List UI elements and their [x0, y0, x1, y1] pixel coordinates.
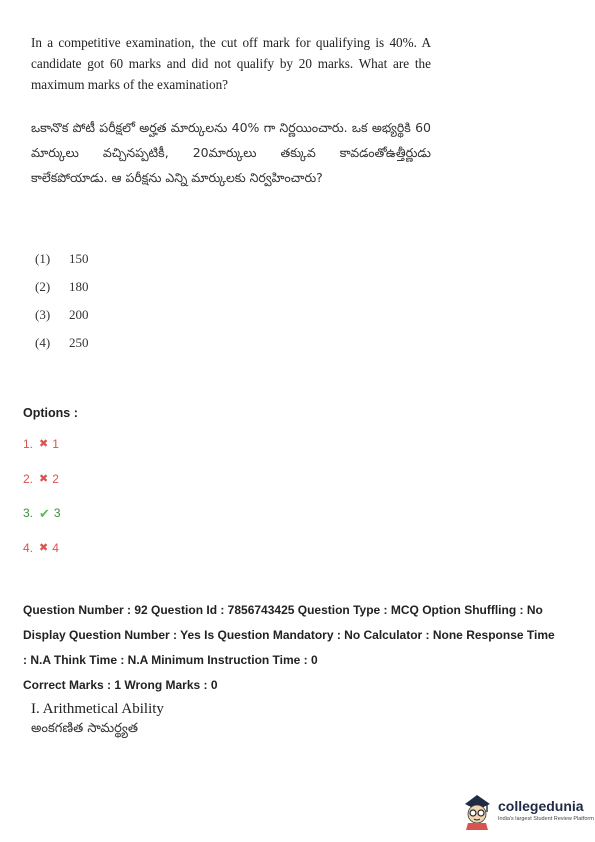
options-list — [23, 437, 61, 575]
choice-item — [35, 329, 89, 357]
option-item-correct — [23, 506, 61, 541]
section-title-telugu: అంకగణిత సామర్థ్యత — [31, 721, 139, 736]
logo-brand-text: collegedunia — [498, 798, 584, 814]
choice-item — [35, 273, 89, 301]
cross-icon: ✖ — [39, 541, 49, 554]
option-label: 1. — [23, 437, 34, 451]
options-heading: Options : — [23, 406, 78, 420]
choice-value: 200 — [69, 307, 89, 322]
choice-number: (1) — [35, 251, 51, 266]
question-metadata — [23, 598, 583, 698]
mascot-icon — [460, 790, 494, 830]
option-label: 2. — [23, 471, 34, 486]
section-title-english: I. Arithmetical Ability — [31, 701, 164, 717]
question-text-telugu: ఒకానొక పోటీ పరీక్షలో అర్హత మార్కులను 40% గా నిర్ణయించారు. ఒక అభ్యర్థికి 60 మార్కులు వచ్చినప్పటికీ, 20మార్కులు తక్కువ కావడంతోఉత్తీర్ణుడు కాలేకపోయాడు. ఆ పరీక్షను ఎన్ని మార్కులకు నిర్వహించారు? — [31, 120, 431, 185]
option-item — [23, 472, 61, 507]
metadata-line: Question Number : 92 Question Id : 7856743425 Question Type : MCQ Option Shuffling : No — [23, 603, 543, 617]
cross-icon: ✖ — [39, 472, 49, 485]
section-heading — [31, 700, 164, 738]
option-value: 4 — [52, 540, 59, 555]
question-text-english: In a competitive examination, the cut off mark for qualifying is 40%. A candidate got 60 marks and did not qualify by 20 marks. What are the maximum marks of the examination? — [31, 35, 431, 92]
metadata-line: Display Question Number : Yes Is Question Mandatory : No Calculator : None Response Time — [23, 628, 555, 642]
choice-value: 150 — [69, 251, 89, 266]
answer-choices — [35, 245, 89, 357]
choice-number: (4) — [35, 335, 51, 350]
choice-number: (3) — [35, 307, 51, 322]
choice-value: 180 — [69, 279, 89, 294]
choice-item — [35, 301, 89, 329]
option-value: 3 — [53, 506, 61, 520]
metadata-line: : N.A Think Time : N.A Minimum Instruction Time : 0 — [23, 653, 318, 667]
choice-number: (2) — [35, 279, 51, 294]
option-item — [23, 437, 61, 472]
choice-item — [35, 245, 89, 273]
cross-icon: ✖ — [39, 438, 49, 450]
checkmark-icon: ✔ — [39, 506, 50, 521]
logo-tagline: India's largest Student Review Platform — [498, 816, 594, 822]
option-value: 2 — [52, 471, 59, 486]
option-value: 1 — [52, 437, 59, 451]
option-label: 3. — [23, 506, 34, 520]
collegedunia-logo — [460, 790, 594, 830]
option-item — [23, 541, 61, 576]
option-label: 4. — [23, 540, 34, 555]
marks-line: Correct Marks : 1 Wrong Marks : 0 — [23, 678, 218, 692]
choice-value: 250 — [69, 335, 89, 350]
